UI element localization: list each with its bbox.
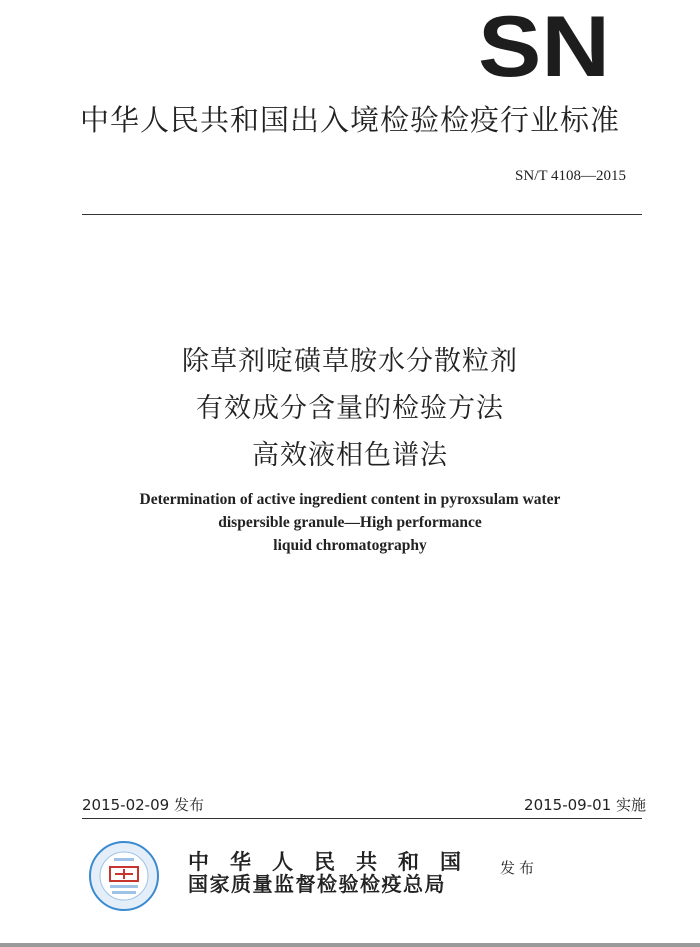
publisher-agency: 国家质量监督检验检疫总局 [188, 874, 446, 896]
english-title-line: liquid chromatography [273, 537, 427, 554]
issue-date: 2015-02-09 发布 [82, 796, 204, 814]
implementation-date: 2015-09-01 实施 [524, 796, 646, 814]
bottom-divider [82, 818, 642, 819]
publish-label: 发布 [500, 859, 539, 877]
sn-logo-text: SN [478, 12, 610, 80]
chinese-title-line: 高效液相色谱法 [252, 440, 448, 471]
english-title [0, 488, 700, 557]
standard-code: SN/T 4108—2015 [515, 168, 626, 184]
sn-logo [476, 12, 612, 80]
industry-standard-title: 中华人民共和国出入境检验检疫行业标准 [79, 103, 620, 137]
english-title-line: dispersible granule—High performance [218, 514, 482, 531]
chinese-title-line: 有效成分含量的检验方法 [196, 393, 504, 424]
top-divider [82, 214, 642, 215]
page-bottom-edge [0, 943, 700, 947]
english-title-line: Determination of active ingredient content in pyroxsulam water [139, 491, 561, 508]
publisher-name: 中华人民共和国 [188, 850, 482, 874]
chinese-title [0, 338, 700, 479]
chinese-title-line: 除草剂啶磺草胺水分散粒剂 [182, 346, 518, 377]
anti-counterfeit-seal [88, 840, 160, 912]
